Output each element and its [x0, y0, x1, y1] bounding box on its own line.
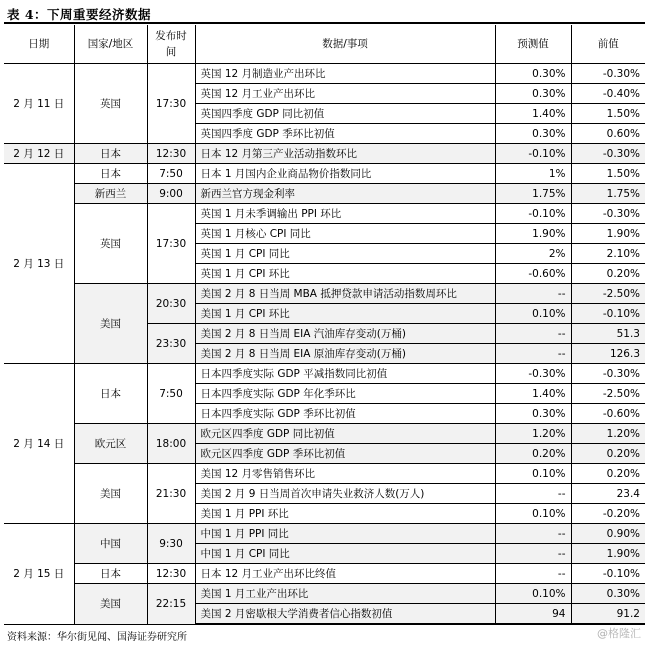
- previous-cell: 1.20%: [571, 424, 645, 444]
- forecast-cell: 0.10%: [495, 504, 571, 524]
- previous-cell: -0.30%: [571, 204, 645, 224]
- previous-cell: 0.20%: [571, 264, 645, 284]
- header-date: 日期: [4, 25, 74, 64]
- table-row: [4, 564, 645, 584]
- table-row: [4, 204, 645, 224]
- forecast-cell: 1.20%: [495, 424, 571, 444]
- item-cell: 美国 1 月 CPI 环比: [195, 304, 495, 324]
- item-cell: 美国 12 月零售销售环比: [195, 464, 495, 484]
- item-cell: 英国四季度 GDP 季环比初值: [195, 124, 495, 144]
- previous-cell: 23.4: [571, 484, 645, 504]
- date-cell: 2 月 15 日: [4, 524, 74, 625]
- previous-cell: -0.10%: [571, 304, 645, 324]
- item-cell: 中国 1 月 CPI 同比: [195, 544, 495, 564]
- item-cell: 美国 2 月 9 日当周首次申请失业救济人数(万人): [195, 484, 495, 504]
- forecast-cell: 1.90%: [495, 224, 571, 244]
- previous-cell: 0.20%: [571, 464, 645, 484]
- forecast-cell: 0.10%: [495, 304, 571, 324]
- country-cell: 美国: [74, 464, 147, 524]
- time-cell: 12:30: [147, 144, 195, 164]
- previous-cell: -2.50%: [571, 284, 645, 304]
- previous-cell: 0.60%: [571, 124, 645, 144]
- country-cell: 欧元区: [74, 424, 147, 464]
- previous-cell: -0.40%: [571, 84, 645, 104]
- previous-cell: 1.50%: [571, 164, 645, 184]
- forecast-cell: 2%: [495, 244, 571, 264]
- table-row: [4, 284, 645, 304]
- header-time: 发布时间: [147, 25, 195, 64]
- table-row: [4, 164, 645, 184]
- forecast-cell: --: [495, 344, 571, 364]
- forecast-cell: -0.10%: [495, 204, 571, 224]
- previous-cell: -0.30%: [571, 144, 645, 164]
- forecast-cell: --: [495, 484, 571, 504]
- time-cell: 9:00: [147, 184, 195, 204]
- forecast-cell: 1.40%: [495, 104, 571, 124]
- forecast-cell: -0.60%: [495, 264, 571, 284]
- header-item: 数据/事项: [195, 25, 495, 64]
- country-cell: 新西兰: [74, 184, 147, 204]
- economic-data-table: [4, 25, 645, 625]
- previous-cell: 1.75%: [571, 184, 645, 204]
- country-cell: 日本: [74, 164, 147, 184]
- forecast-cell: --: [495, 324, 571, 344]
- forecast-cell: 0.20%: [495, 444, 571, 464]
- country-cell: 美国: [74, 284, 147, 364]
- previous-cell: 126.3: [571, 344, 645, 364]
- previous-cell: 0.30%: [571, 584, 645, 604]
- table-row: [4, 144, 645, 164]
- item-cell: 英国 1 月 CPI 环比: [195, 264, 495, 284]
- item-cell: 英国四季度 GDP 同比初值: [195, 104, 495, 124]
- time-cell: 21:30: [147, 464, 195, 524]
- forecast-cell: -0.30%: [495, 364, 571, 384]
- item-cell: 美国 2 月 8 日当周 MBA 抵押贷款申请活动指数周环比: [195, 284, 495, 304]
- country-cell: 日本: [74, 564, 147, 584]
- item-cell: 英国 12 月制造业产出环比: [195, 64, 495, 84]
- title-rule: [4, 22, 645, 24]
- item-cell: 美国 1 月 PPI 环比: [195, 504, 495, 524]
- item-cell: 日本四季度实际 GDP 年化季环比: [195, 384, 495, 404]
- time-cell: 23:30: [147, 324, 195, 364]
- previous-cell: -0.20%: [571, 504, 645, 524]
- previous-cell: 1.90%: [571, 224, 645, 244]
- watermark: @格隆汇: [597, 627, 641, 640]
- country-cell: 英国: [74, 64, 147, 144]
- forecast-cell: 1.75%: [495, 184, 571, 204]
- forecast-cell: 94: [495, 604, 571, 625]
- item-cell: 欧元区四季度 GDP 同比初值: [195, 424, 495, 444]
- country-cell: 中国: [74, 524, 147, 564]
- time-cell: 7:50: [147, 164, 195, 184]
- item-cell: 英国 1 月 CPI 同比: [195, 244, 495, 264]
- item-cell: 英国 1 月未季调输出 PPI 环比: [195, 204, 495, 224]
- table-row: [4, 184, 645, 204]
- country-cell: 美国: [74, 584, 147, 625]
- previous-cell: 0.90%: [571, 524, 645, 544]
- previous-cell: -0.60%: [571, 404, 645, 424]
- time-cell: 7:50: [147, 364, 195, 424]
- item-cell: 中国 1 月 PPI 同比: [195, 524, 495, 544]
- country-cell: 日本: [74, 364, 147, 424]
- country-cell: 日本: [74, 144, 147, 164]
- previous-cell: -0.30%: [571, 64, 645, 84]
- item-cell: 美国 2 月密歇根大学消费者信心指数初值: [195, 604, 495, 625]
- item-cell: 欧元区四季度 GDP 季环比初值: [195, 444, 495, 464]
- time-cell: 17:30: [147, 204, 195, 284]
- item-cell: 日本 12 月第三产业活动指数环比: [195, 144, 495, 164]
- forecast-cell: 0.30%: [495, 64, 571, 84]
- forecast-cell: 0.30%: [495, 404, 571, 424]
- time-cell: 9:30: [147, 524, 195, 564]
- forecast-cell: 1%: [495, 164, 571, 184]
- previous-cell: 51.3: [571, 324, 645, 344]
- time-cell: 12:30: [147, 564, 195, 584]
- previous-cell: -0.30%: [571, 364, 645, 384]
- forecast-cell: 0.30%: [495, 84, 571, 104]
- forecast-cell: 1.40%: [495, 384, 571, 404]
- time-cell: 17:30: [147, 64, 195, 144]
- item-cell: 日本四季度实际 GDP 平减指数同比初值: [195, 364, 495, 384]
- forecast-cell: --: [495, 544, 571, 564]
- country-cell: 英国: [74, 204, 147, 284]
- previous-cell: -2.50%: [571, 384, 645, 404]
- table-row: [4, 64, 645, 84]
- forecast-cell: --: [495, 564, 571, 584]
- header-forecast: 预测值: [495, 25, 571, 64]
- table-row: [4, 584, 645, 604]
- forecast-cell: -0.10%: [495, 144, 571, 164]
- previous-cell: -0.10%: [571, 564, 645, 584]
- forecast-cell: 0.10%: [495, 584, 571, 604]
- previous-cell: 1.50%: [571, 104, 645, 124]
- table-row: [4, 464, 645, 484]
- time-cell: 22:15: [147, 584, 195, 625]
- date-cell: 2 月 12 日: [4, 144, 74, 164]
- date-cell: 2 月 13 日: [4, 164, 74, 364]
- item-cell: 日本 12 月工业产出环比终值: [195, 564, 495, 584]
- time-cell: 20:30: [147, 284, 195, 324]
- forecast-cell: 0.30%: [495, 124, 571, 144]
- table-row: [4, 364, 645, 384]
- table-title: 表 4：下周重要经济数据: [7, 7, 152, 22]
- item-cell: 英国 1 月核心 CPI 同比: [195, 224, 495, 244]
- table-row: [4, 524, 645, 544]
- time-cell: 18:00: [147, 424, 195, 464]
- item-cell: 美国 1 月工业产出环比: [195, 584, 495, 604]
- item-cell: 美国 2 月 8 日当周 EIA 汽油库存变动(万桶): [195, 324, 495, 344]
- item-cell: 美国 2 月 8 日当周 EIA 原油库存变动(万桶): [195, 344, 495, 364]
- previous-cell: 1.90%: [571, 544, 645, 564]
- header-row: [4, 25, 645, 64]
- date-cell: 2 月 11 日: [4, 64, 74, 144]
- previous-cell: 0.20%: [571, 444, 645, 464]
- item-cell: 新西兰官方现金利率: [195, 184, 495, 204]
- source-note: 资料来源：华尔街见闻、国海证券研究所: [7, 632, 187, 643]
- table-row: [4, 424, 645, 444]
- item-cell: 英国 12 月工业产出环比: [195, 84, 495, 104]
- date-cell: 2 月 14 日: [4, 364, 74, 524]
- header-country: 国家/地区: [74, 25, 147, 64]
- item-cell: 日本 1 月国内企业商品物价指数同比: [195, 164, 495, 184]
- forecast-cell: --: [495, 284, 571, 304]
- header-previous: 前值: [571, 25, 645, 64]
- previous-cell: 2.10%: [571, 244, 645, 264]
- item-cell: 日本四季度实际 GDP 季环比初值: [195, 404, 495, 424]
- previous-cell: 91.2: [571, 604, 645, 625]
- forecast-cell: 0.10%: [495, 464, 571, 484]
- forecast-cell: --: [495, 524, 571, 544]
